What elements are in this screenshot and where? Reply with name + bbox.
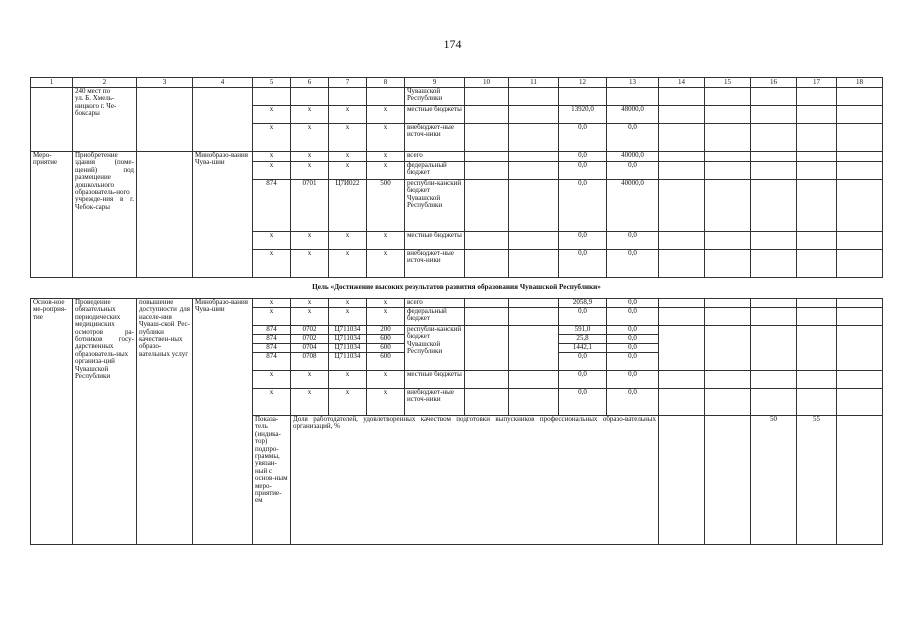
cell-source: всего (405, 299, 465, 308)
cell-c7: x (329, 106, 367, 124)
cell-event-type: Основ-ное ме-роприя-тие (31, 299, 73, 545)
cell-c5: x (253, 299, 291, 308)
cell-c13: 0,0 (607, 232, 659, 250)
cell-c6: x (291, 299, 329, 308)
cell-c16 (751, 232, 797, 250)
cell-c13: 0,0 (607, 389, 659, 416)
cell-c10 (465, 106, 509, 124)
cell-c8: x (367, 162, 405, 180)
cell-c7: x (329, 152, 367, 162)
cell-c6: x (291, 371, 329, 389)
cell-c5: 874 (253, 180, 291, 232)
cell-c5: 874 (253, 353, 291, 371)
cell-c8: x (367, 389, 405, 416)
cell-c17 (797, 308, 837, 326)
cell-c11 (509, 232, 559, 250)
cell-c6: 0704 (291, 344, 329, 353)
cell-c18 (837, 124, 883, 152)
header-cell: 13 (607, 78, 659, 88)
cell-c10 (465, 250, 509, 278)
table-row (31, 299, 883, 308)
cell-c13: 0,0 (607, 326, 659, 335)
cell-c5: x (253, 106, 291, 124)
cell-goal-target: повышение доступности для населе-ния Чуваш-ской Рес-публики качествен-ных образо-вательных услуг (137, 299, 193, 545)
cell-source: всего (405, 152, 465, 162)
cell-c12: 1442,1 (559, 344, 607, 353)
cell-c5: x (253, 389, 291, 416)
cell-c16 (751, 326, 797, 371)
cell-event-name (73, 88, 137, 152)
cell-indicator-label: Показа-тель (индика-тор) подпро-граммы, увязан-ный с основ-ным меро-приятие-ем (253, 416, 291, 545)
cell-c12: 0,0 (559, 124, 607, 152)
cell-c5: x (253, 124, 291, 152)
cell-c14 (659, 162, 705, 180)
cell-c17 (797, 180, 837, 232)
cell-c12 (559, 88, 607, 106)
cell-c6: x (291, 232, 329, 250)
cell-c14 (659, 124, 705, 152)
header-cell: 3 (137, 78, 193, 88)
text-line: ницкого г. Че- (75, 101, 117, 110)
header-cell: 16 (751, 78, 797, 88)
cell-c11 (509, 299, 559, 308)
cell-c8: x (367, 250, 405, 278)
cell-c14 (837, 416, 883, 545)
cell-c11 (509, 152, 559, 162)
cell-executor: Минобразо-вания Чува-шии (193, 299, 253, 545)
cell-c7: x (329, 232, 367, 250)
cell-c7: x (329, 299, 367, 308)
cell-c5: x (253, 308, 291, 326)
cell-c5: x (253, 162, 291, 180)
cell-c13: 40000,0 (607, 152, 659, 162)
cell-c16 (751, 308, 797, 326)
cell-c8: 600 (367, 335, 405, 344)
cell-c7: x (329, 250, 367, 278)
cell-c12: 0,0 (559, 180, 607, 232)
cell-c14 (659, 88, 705, 106)
cell-c6: x (291, 106, 329, 124)
cell-c7: x (329, 162, 367, 180)
cell-c7: Ц7И022 (329, 180, 367, 232)
cell-c12: 0,0 (559, 162, 607, 180)
cell-c12: 591,0 (559, 326, 607, 335)
cell-c14 (659, 326, 705, 371)
cell-c10 (465, 180, 509, 232)
cell-c6: x (291, 308, 329, 326)
goal-row (31, 278, 883, 299)
cell-c8: x (367, 232, 405, 250)
cell-c10 (465, 299, 509, 308)
cell-c6: x (291, 389, 329, 416)
cell-c18 (837, 308, 883, 326)
cell-c18 (837, 371, 883, 389)
cell-c6: 0702 (291, 335, 329, 344)
cell-indicator-text: Доля работодателей, удовлетворенных качеством подготовки выпускников профессиональных образо-вательных организаций, % (291, 416, 659, 545)
cell-c17 (797, 371, 837, 389)
cell-c11 (509, 106, 559, 124)
cell-source: внебюджет-ные источ-ники (405, 250, 465, 278)
cell-c7: Ц711034 (329, 335, 367, 344)
cell-indicator-c12: 50 (751, 416, 797, 545)
cell-c11 (705, 416, 751, 545)
cell-c15 (705, 308, 751, 326)
cell-c16 (751, 106, 797, 124)
cell-source: местные бюджеты (405, 371, 465, 389)
cell-c10 (465, 371, 509, 389)
cell-c17 (797, 162, 837, 180)
header-row (31, 78, 883, 88)
cell-c18 (837, 180, 883, 232)
cell-c18 (837, 152, 883, 162)
cell-c8: 500 (367, 180, 405, 232)
cell-c10 (465, 162, 509, 180)
cell-c12: 0,0 (559, 308, 607, 326)
cell-c8: 600 (367, 353, 405, 371)
cell-c18 (837, 389, 883, 416)
cell-c13: 0,0 (607, 124, 659, 152)
cell-c14 (659, 180, 705, 232)
cell-c18 (837, 250, 883, 278)
cell-c7: Ц711034 (329, 326, 367, 335)
cell-c14 (659, 106, 705, 124)
cell-c10 (465, 232, 509, 250)
cell-c6: 0702 (291, 326, 329, 335)
cell-c15 (705, 371, 751, 389)
cell-c11 (509, 250, 559, 278)
cell-c11 (509, 180, 559, 232)
cell-c6: x (291, 250, 329, 278)
cell-c11 (509, 88, 559, 106)
cell-c1 (31, 88, 73, 152)
cell-c6: 0701 (291, 180, 329, 232)
cell-c17 (797, 124, 837, 152)
cell-c12: 2058,9 (559, 299, 607, 308)
header-cell: 18 (837, 78, 883, 88)
cell-c16 (751, 299, 797, 308)
header-cell: 10 (465, 78, 509, 88)
cell-c12: 0,0 (559, 232, 607, 250)
cell-c11 (509, 162, 559, 180)
cell-c16 (751, 371, 797, 389)
cell-c13: 0,0 (607, 162, 659, 180)
text-line: 240 мест по (75, 87, 111, 95)
cell-event-type: Меро-приятие (31, 152, 73, 278)
cell-c11 (509, 124, 559, 152)
cell-c11 (509, 326, 559, 371)
cell-c4 (193, 88, 253, 152)
cell-c6: x (291, 124, 329, 152)
cell-c10 (465, 389, 509, 416)
header-cell: 9 (405, 78, 465, 88)
cell-indicator-c13: 55 (797, 416, 837, 545)
header-cell: 5 (253, 78, 291, 88)
header-cell: 2 (73, 78, 137, 88)
cell-c8: 200 (367, 326, 405, 335)
cell-c6: x (291, 152, 329, 162)
cell-c17 (797, 299, 837, 308)
cell-c18 (837, 326, 883, 371)
cell-c8: x (367, 124, 405, 152)
cell-c14 (659, 299, 705, 308)
cell-c17 (797, 326, 837, 371)
cell-c15 (705, 389, 751, 416)
cell-c7: Ц711034 (329, 353, 367, 371)
header-cell: 17 (797, 78, 837, 88)
cell-c13: 48000,0 (607, 106, 659, 124)
cell-c12: 0,0 (559, 152, 607, 162)
cell-c15 (705, 326, 751, 371)
cell-c15 (705, 106, 751, 124)
header-cell: 15 (705, 78, 751, 88)
cell-c15 (705, 232, 751, 250)
cell-c17 (797, 106, 837, 124)
cell-c17 (797, 389, 837, 416)
cell-c16 (751, 124, 797, 152)
cell-c13: 0,0 (607, 299, 659, 308)
cell-c17 (797, 152, 837, 162)
cell-c16 (751, 389, 797, 416)
cell-c5: x (253, 250, 291, 278)
cell-source: республи-канский бюджет Чувашской Республики (405, 326, 465, 371)
cell-c13: 40000,0 (607, 180, 659, 232)
cell-c5: 874 (253, 326, 291, 335)
cell-source: федеральный бюджет (405, 308, 465, 326)
cell-c8: x (367, 299, 405, 308)
text-line: боксары (75, 109, 100, 118)
cell-c10 (465, 124, 509, 152)
page-number: 174 (443, 37, 462, 51)
cell-executor: Минобразо-вания Чува-шии (193, 152, 253, 278)
cell-c15 (705, 299, 751, 308)
cell-c10 (465, 326, 509, 371)
header-cell: 8 (367, 78, 405, 88)
cell-source: местные бюджеты (405, 232, 465, 250)
header-cell: 4 (193, 78, 253, 88)
cell-c16 (751, 162, 797, 180)
cell-c15 (705, 180, 751, 232)
cell-c14 (659, 371, 705, 389)
cell-c7 (329, 88, 367, 106)
cell-c13: 0,0 (607, 371, 659, 389)
cell-source: местные бюджеты (405, 106, 465, 124)
cell-event-name: Проведение обязательных периодических медицинских осмотров ра-ботников госу-дарственных образователь-ных организа-ций Чувашской Республики (73, 299, 137, 545)
cell-c11 (509, 371, 559, 389)
cell-c12: 13920,0 (559, 106, 607, 124)
cell-c14 (659, 389, 705, 416)
cell-c7: x (329, 371, 367, 389)
cell-c15 (705, 162, 751, 180)
header-cell: 14 (659, 78, 705, 88)
table-row (31, 152, 883, 162)
cell-c3 (137, 152, 193, 278)
cell-c14 (659, 250, 705, 278)
cell-c5: x (253, 152, 291, 162)
cell-c16 (751, 152, 797, 162)
cell-c8: x (367, 308, 405, 326)
cell-source: внебюджет-ные источ-ники (405, 389, 465, 416)
cell-c7: x (329, 124, 367, 152)
header-cell: 12 (559, 78, 607, 88)
cell-c12: 0,0 (559, 389, 607, 416)
cell-c12: 0,0 (559, 371, 607, 389)
cell-c6: 0708 (291, 353, 329, 371)
cell-c16 (751, 250, 797, 278)
header-cell: 6 (291, 78, 329, 88)
cell-c15 (705, 124, 751, 152)
cell-c8 (367, 88, 405, 106)
cell-c16 (751, 180, 797, 232)
text-line: ул. Б. Хмель- (75, 94, 115, 103)
cell-c13: 0,0 (607, 308, 659, 326)
cell-c7: Ц711034 (329, 344, 367, 353)
cell-c14 (659, 152, 705, 162)
cell-c14 (659, 232, 705, 250)
cell-c17 (797, 88, 837, 106)
cell-c7: x (329, 308, 367, 326)
cell-c10 (465, 88, 509, 106)
goal-heading: Цель «Достижение высоких результатов развития образования Чувашской Республики» (31, 278, 883, 299)
cell-c6 (291, 88, 329, 106)
cell-c8: x (367, 152, 405, 162)
cell-c17 (797, 232, 837, 250)
cell-c14 (659, 308, 705, 326)
cell-c10 (465, 152, 509, 162)
cell-c8: 600 (367, 344, 405, 353)
budget-table (30, 77, 883, 545)
cell-c18 (837, 88, 883, 106)
header-cell: 1 (31, 78, 73, 88)
cell-c15 (705, 152, 751, 162)
cell-source: федеральный бюджет (405, 162, 465, 180)
cell-c12: 0,0 (559, 250, 607, 278)
cell-c18 (837, 162, 883, 180)
cell-c5: x (253, 371, 291, 389)
cell-c10 (659, 416, 705, 545)
cell-c10 (465, 308, 509, 326)
cell-source: республи-канский бюджет Чувашской Республики (405, 180, 465, 232)
header-cell: 7 (329, 78, 367, 88)
cell-c11 (509, 308, 559, 326)
cell-c13: 0,0 (607, 335, 659, 344)
cell-c18 (837, 232, 883, 250)
cell-c3 (137, 88, 193, 152)
cell-c13: 0,0 (607, 353, 659, 371)
cell-c6: x (291, 162, 329, 180)
cell-c18 (837, 299, 883, 308)
cell-c5: 874 (253, 344, 291, 353)
cell-c15 (705, 250, 751, 278)
cell-c5 (253, 88, 291, 106)
cell-source: внебюджет-ные источ-ники (405, 124, 465, 152)
cell-c18 (837, 106, 883, 124)
cell-c13: 0,0 (607, 344, 659, 353)
cell-event-name: Приобретение здания (поме-щений) под размещение дошкольного образователь-ного учрежде-ния в г. Чебок-сары (73, 152, 137, 278)
cell-c15 (705, 88, 751, 106)
cell-c12: 0,0 (559, 353, 607, 371)
cell-c7: x (329, 389, 367, 416)
cell-c16 (751, 88, 797, 106)
cell-c17 (797, 250, 837, 278)
cell-c8: x (367, 371, 405, 389)
table-row (31, 88, 883, 106)
cell-c13 (607, 88, 659, 106)
cell-c13: 0,0 (607, 250, 659, 278)
header-cell: 11 (509, 78, 559, 88)
cell-source: Чувашской Республики (405, 88, 465, 106)
cell-c8: x (367, 106, 405, 124)
cell-c11 (509, 389, 559, 416)
cell-c5: 874 (253, 335, 291, 344)
cell-c5: x (253, 232, 291, 250)
cell-c12: 25,8 (559, 335, 607, 344)
